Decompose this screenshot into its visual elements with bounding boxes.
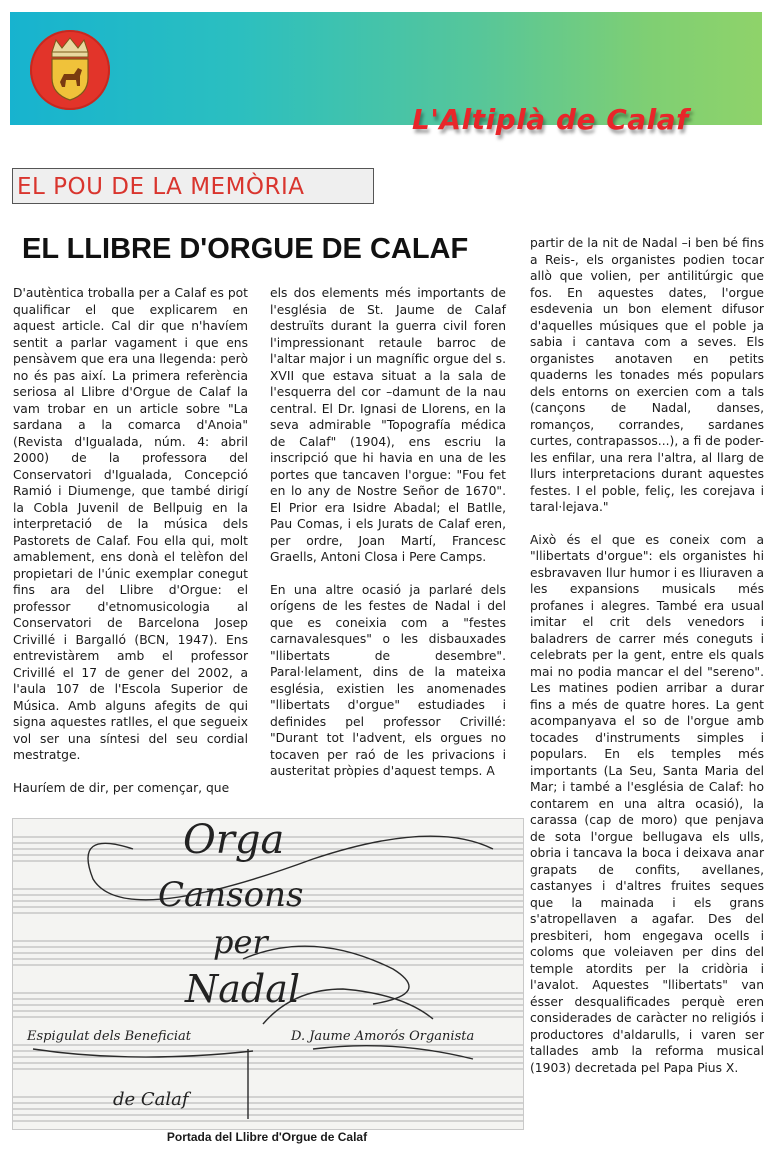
paragraph: D'autèntica troballa per a Calaf es pot qualificar el que explicarem en aquest article. Cal dir que n'havíem sentit a parlar vagament i que ens pensàvem que era una llegenda: però no és pas així. La primera referència seriosa al Llibre d'Orgue de Calaf la vam trobar en un article sobre "La sardana a la comarca d'Anoia" (Revista d'Igualada, núm. 4: abril 2000) de la professora del Conservatori d'Igualada, Concepció Ramió i Diumenge, que també dirigí la Cobla Juvenil de Bellpuig en la interpretació de la música dels Pastorets de Calaf. Fou ella qui, molt amablement, ens donà el telèfon del propietari de l'únic exemplar conegut fins ara del Llibre d'Orgue: el professor d'etnomusicologia al Conservatori de Barcelona Josep Crivillé i Bargalló (BCN, 1947). Ens entrevistàrem amb el professor Crivillé el 17 de gener del 2002, a l'aula 107 de l'Escola Superior de Música. Amb alguns afegits de qui signa aquestes ratlles, el que segueix vol ser una síntesi del seu cordial mestratge. <box>13 286 248 762</box>
section-label: EL POU DE LA MEMÒRIA <box>12 168 374 204</box>
cover-title-line-1: Orga <box>183 817 285 863</box>
paragraph: Això és el que es coneix com a "llibertats d'orgue": els organistes hi esbravaven llur humor i es lliuraven a les expansions musicals més profanes i alegres. També era usual imitar el crit dels venedors i baladrers de carrer més coneguts i celebrats per la gent, entre els quals mai no podia mancar el del "sereno". Les matines podien arribar a durar fins a més de quatre hores. La gent acompanyava el so de l'orgue amb tocades d'instruments simples i populars. En els temples més importants (La Seu, Santa Maria del Mar; i també a l'església de Calaf: ho contarem en una altra ocasió), la carassa (cap de moro) que penjava de sota l'orgue bellugava els ulls, obria i tancava la boca i deixava anar grapats de confits, avellanes, castanyes i d'altres fruites seques que la mainada i els grans s'atropellaven a agafar. Des del presbiteri, hom engegava ocells i coloms que voleiaven per dins del temple atordits per la cridòria i l'avalot. Aquestes "llibertats" van ésser desqualificades perquè eren considerades de caràcter no religiós i productores d'aldarulls, i varen ser tallades amb la reforma musical (1903) decretada pel Papa Pius X. <box>530 532 764 1075</box>
cover-title-line-2: Cansons <box>158 875 304 915</box>
calaf-coat-of-arms-logo <box>30 30 110 110</box>
cover-signature-left: Espigulat dels Beneficiat <box>27 1029 191 1044</box>
magazine-title: L'Altiplà de Calaf <box>412 103 689 136</box>
paragraph: En una altre ocasió ja parlaré dels orígens de les festes de Nadal i del que es coneixia com a "festes carnavalesques" o les disbauxades "llibertats de desembre". Paral·lelament, dins de la mateixa església, existien les anomenades "llibertats d'orgue" estudiades i definides pel professor Crivillé: "Durant tot l'advent, els orgues no tocaven per raó de les privacions i austeritat pròpies d'aquest temps. A <box>270 582 506 778</box>
image-caption: Portada del Llibre d'Orgue de Calaf <box>166 1130 368 1144</box>
cover-place: de Calaf <box>113 1089 189 1110</box>
cover-title-line-4: Nadal <box>185 967 301 1011</box>
article-column-1 <box>13 285 248 812</box>
cover-title-line-3: per <box>213 923 268 961</box>
article-column-3 <box>530 235 764 1092</box>
organ-book-cover-image <box>12 818 524 1130</box>
paragraph: Hauríem de dir, per començar, que <box>13 780 230 795</box>
cover-signature-right: D. Jaume Amorós Organista <box>291 1029 475 1044</box>
paragraph: els dos elements més importants de l'església de St. Jaume de Calaf destruïts durant la guerra civil foren l'impressionant retaule barroc de l'altar major i un magnífic orgue del s. XVII que estava situat a la sala de l'esquerra del cor –damunt de la nau central. El Dr. Ignasi de Llorens, en la seva admirable "Topografía médica de Calaf" (1904), ens escriu la inscripció que hi havia en una de les portes que tancaven l'orgue: "Fou fet en lo any de Nostre Señor de 1670". El Prior era Isidre Abadal; el Batlle, Pau Comas, i els Jurats de Calaf eren, per ordre, Joan Martí, Francesc Graells, Antoni Closa i Pere Camps. <box>270 286 506 564</box>
article-column-2 <box>270 285 506 796</box>
paragraph: partir de la nit de Nadal –i ben bé fins a Reis-, els organistes podien tocar allò que volien, per antilitúrgic que fos. En aquestes dates, l'orgue esdevenia un bon element difusor d'aquelles músiques que el poble ja sabia i cantava com a seves. Els organistes anotaven en petits quaderns les tonades més populars dels entorns on exercien com a tals (cançons de Nadal, danses, romanços, corrandes, sardanes curtes, contrapassos...), a fi de poder-les enfilar, una rera l'altra, al llarg de llurs interpretacions durant aquestes festes. I el poble, feliç, les corejava i taral·lejava." <box>530 236 764 514</box>
article-headline: EL LLIBRE D'ORGUE DE CALAF <box>22 233 469 265</box>
